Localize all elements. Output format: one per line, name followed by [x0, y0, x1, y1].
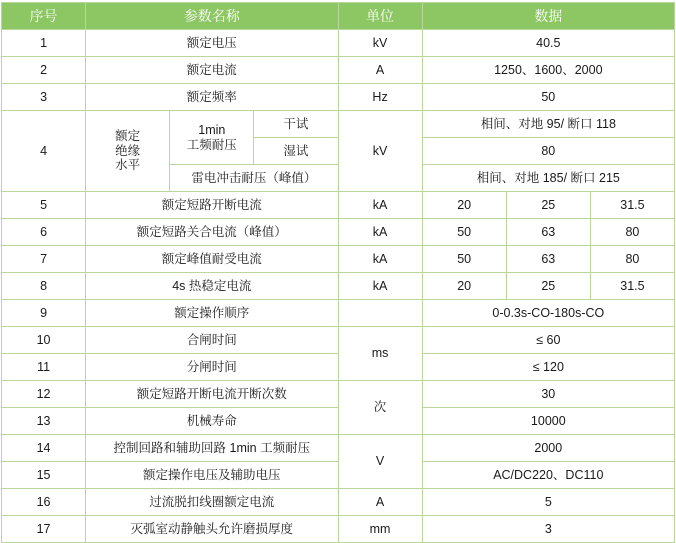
row-unit: kA: [338, 219, 422, 246]
table-row: [2, 273, 675, 300]
row-data-1: 50: [422, 246, 506, 273]
row-data: 80: [422, 138, 674, 165]
row-unit: kA: [338, 246, 422, 273]
row-unit: A: [338, 489, 422, 516]
specification-table: [1, 2, 675, 543]
row-data-2: 25: [506, 192, 590, 219]
row-no: 13: [2, 408, 86, 435]
row-name: 额定操作顺序: [86, 300, 338, 327]
power-frequency-withstand-label: 1min 工频耐压: [170, 111, 254, 165]
row-data-3: 80: [590, 246, 674, 273]
row-unit: A: [338, 57, 422, 84]
row-no: 10: [2, 327, 86, 354]
row-no: 14: [2, 435, 86, 462]
row-name: 额定电压: [86, 30, 338, 57]
row-data-3: 31.5: [590, 273, 674, 300]
row-name: 机械寿命: [86, 408, 338, 435]
row-data: 1250、1600、2000: [422, 57, 674, 84]
row-data-2: 63: [506, 219, 590, 246]
table-row: [2, 246, 675, 273]
lightning-impulse-label: 雷电冲击耐压（峰值）: [170, 165, 338, 192]
row-name: 分闸时间: [86, 354, 338, 381]
row-data: AC/DC220、DC110: [422, 462, 674, 489]
row-unit: kA: [338, 192, 422, 219]
row-name: 额定峰值耐受电流: [86, 246, 338, 273]
row-data: 10000: [422, 408, 674, 435]
row-data: 5: [422, 489, 674, 516]
column-header-unit: 单位: [338, 3, 422, 30]
row-data-1: 20: [422, 273, 506, 300]
row-no: 9: [2, 300, 86, 327]
row-data-2: 63: [506, 246, 590, 273]
row-no: 2: [2, 57, 86, 84]
row-unit: mm: [338, 516, 422, 543]
row-no: 5: [2, 192, 86, 219]
row-no: 3: [2, 84, 86, 111]
row-data: 0-0.3s-CO-180s-CO: [422, 300, 674, 327]
row-no: 8: [2, 273, 86, 300]
column-header-name: 参数名称: [86, 3, 338, 30]
row-data-1: 20: [422, 192, 506, 219]
row-name: 额定频率: [86, 84, 338, 111]
table-row: [2, 84, 675, 111]
table-header-row: [2, 3, 675, 30]
table-row: [2, 192, 675, 219]
row-unit: V: [338, 435, 422, 489]
table-row: [2, 381, 675, 408]
row-name: 灭弧室动静触头允许磨损厚度: [86, 516, 338, 543]
table-body: [2, 30, 675, 543]
row-data: 40.5: [422, 30, 674, 57]
row-data-2: 25: [506, 273, 590, 300]
row-data: ≤ 60: [422, 327, 674, 354]
row-unit: ms: [338, 327, 422, 381]
row-unit: Hz: [338, 84, 422, 111]
row-no: 12: [2, 381, 86, 408]
table-row: [2, 327, 675, 354]
row-no: 17: [2, 516, 86, 543]
row-unit: 次: [338, 381, 422, 435]
row-no: 16: [2, 489, 86, 516]
row-unit: kV: [338, 30, 422, 57]
row-data-1: 50: [422, 219, 506, 246]
row-no: 7: [2, 246, 86, 273]
row-name: 4s 热稳定电流: [86, 273, 338, 300]
row-data: 相间、对地 95/ 断口 118: [422, 111, 674, 138]
row-data: 相间、对地 185/ 断口 215: [422, 165, 674, 192]
row-name: 过流脱扣线圈额定电流: [86, 489, 338, 516]
row-no: 6: [2, 219, 86, 246]
row-data: 30: [422, 381, 674, 408]
table-row: [2, 516, 675, 543]
row-name: 额定操作电压及辅助电压: [86, 462, 338, 489]
row-name: 额定电流: [86, 57, 338, 84]
row-name: 合闸时间: [86, 327, 338, 354]
wet-test-label: 湿试: [254, 138, 338, 165]
row-name: 控制回路和辅助回路 1min 工频耐压: [86, 435, 338, 462]
row-unit: [338, 300, 422, 327]
row-data: 50: [422, 84, 674, 111]
column-header-data: 数据: [422, 3, 674, 30]
table-row: [2, 435, 675, 462]
row-data: ≤ 120: [422, 354, 674, 381]
table-row: [2, 300, 675, 327]
row-data-3: 31.5: [590, 192, 674, 219]
table-header: [2, 3, 675, 30]
row-name: 额定短路开断电流开断次数: [86, 381, 338, 408]
dry-test-label: 干试: [254, 111, 338, 138]
row-unit: kA: [338, 273, 422, 300]
row-name: 额定短路开断电流: [86, 192, 338, 219]
row-data-3: 80: [590, 219, 674, 246]
row-data: 2000: [422, 435, 674, 462]
row-data: 3: [422, 516, 674, 543]
table-row: [2, 219, 675, 246]
row-no: 11: [2, 354, 86, 381]
column-header-no: 序号: [2, 3, 86, 30]
row-no: 1: [2, 30, 86, 57]
spec-sheet: [0, 2, 676, 536]
table-row: [2, 57, 675, 84]
row-name: 额定短路关合电流（峰值）: [86, 219, 338, 246]
row-no: 15: [2, 462, 86, 489]
row-no: 4: [2, 111, 86, 192]
insulation-level-label: 额定 绝缘 水平: [86, 111, 170, 192]
table-row: [2, 30, 675, 57]
row-unit: kV: [338, 111, 422, 192]
table-row: [2, 489, 675, 516]
table-row: [2, 111, 675, 138]
